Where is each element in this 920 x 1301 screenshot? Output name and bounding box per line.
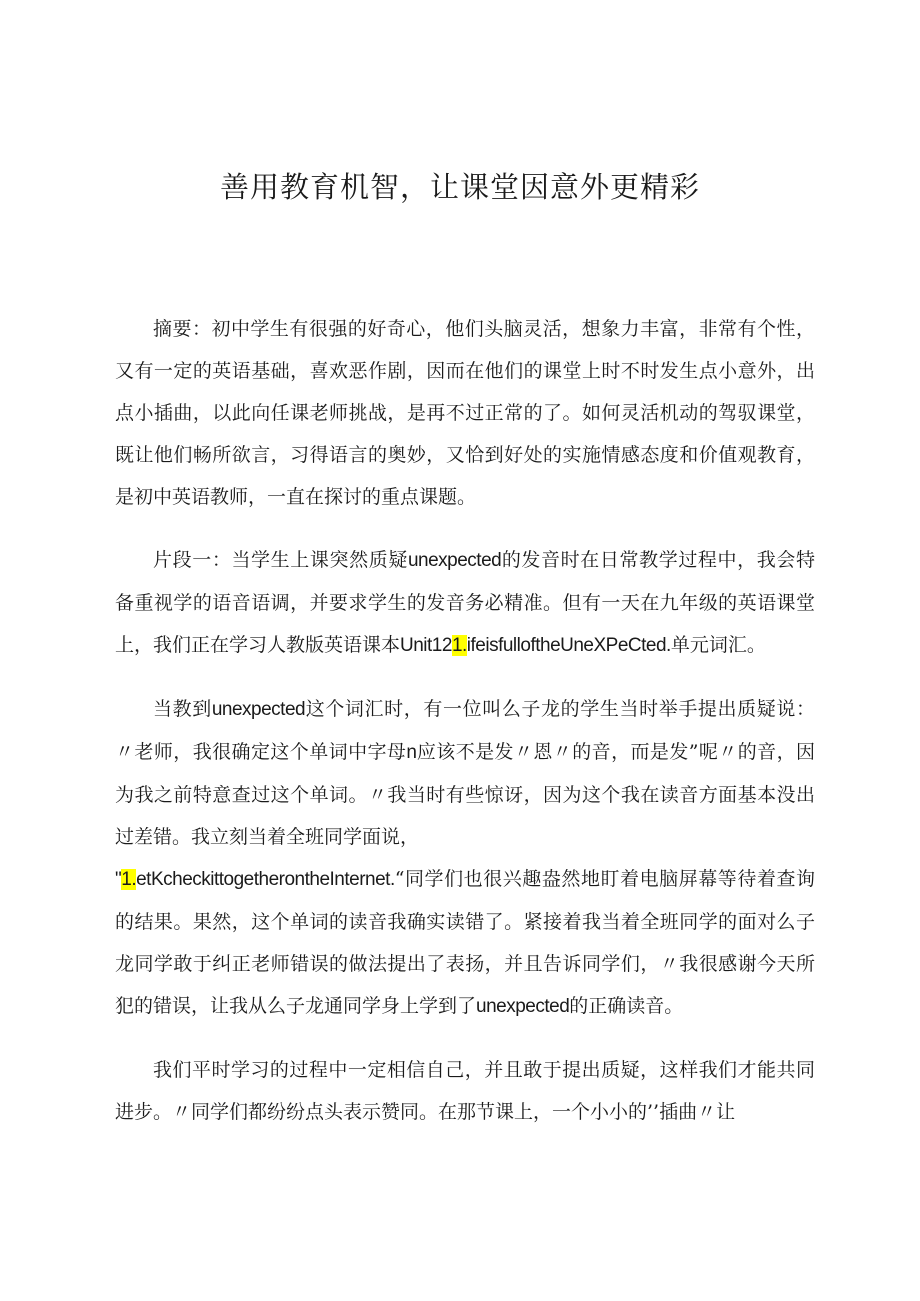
english-word: unexpected bbox=[476, 996, 570, 1017]
english-word: unexpected bbox=[407, 550, 502, 571]
text-run: 的正确读音。 bbox=[569, 995, 684, 1017]
english-sentence: etKcheckittogetherontheInternet. bbox=[136, 869, 395, 890]
text-run: 片段一：当学生上课突然质疑 bbox=[153, 549, 408, 571]
english-sentence: ifeisfulloftheUneXPeCted. bbox=[466, 635, 671, 656]
quote-mark: " bbox=[115, 869, 122, 890]
abstract-paragraph: 摘要：初中学生有很强的好奇心，他们头脑灵活，想象力丰富，非常有个性，又有一定的英语基础，喜欢恶作剧，因而在他们的课堂上时不时发生点小意外，出点小插曲，以此向任课老师挑战，是再不过正常的了。如何灵活机动的驾驭课堂，既让他们畅所欲言，习得语言的奥妙，又恰到好处的实施情感态度和价值观教育，是初中英语教师，一直在探讨的重点课题。 bbox=[115, 318, 815, 508]
text-run: 当教到 bbox=[153, 698, 212, 720]
highlighted-text: 1. bbox=[121, 869, 137, 890]
classroom-story-paragraph bbox=[115, 688, 815, 1028]
highlighted-text: 1. bbox=[451, 635, 467, 656]
document-body bbox=[115, 308, 815, 1154]
text-run: 单元词汇。 bbox=[670, 634, 766, 656]
english-quote-line bbox=[115, 858, 815, 1028]
unit-label: Unit12 bbox=[400, 635, 452, 656]
english-word: unexpected bbox=[211, 699, 306, 720]
letter-n: n bbox=[406, 742, 417, 763]
text-run: “同学们也很兴趣盎然地盯着电脑屏幕等待着查询的结果。果然，这个单词的读音我确实读错了。紧接着我当着全班同学的面对么子龙同学敢于纠正老师错误的做法提出了表扬，并且告诉同学们，〃我很感谢今天所犯的错误，让我从么子龙通同学身上学到了 bbox=[115, 868, 815, 1017]
conclusion-paragraph: 我们平时学习的过程中一定相信自己，并且敢于提出质疑，这样我们才能共同进步。〃同学们都纷纷点头表示赞同。在那节课上，一个小小的’’插曲〃让 bbox=[115, 1059, 815, 1123]
text-run: 应该不是发〃恩〃的音，而是发”呢〃的音，因为我之前特意查过这个单词。〃我当时有些惊讶，因为这个我在读音方面基本没出过差错。我立刻当着全班同学面说， bbox=[115, 741, 815, 848]
text-run: 的发音时在日常教学过程中，我会特备重视学的语音语调，并要求学生的发音务必精准。但有一天在九年级的英语课堂上，我们正在学习人教版英语课本 bbox=[115, 549, 815, 656]
document-title: 善用教育机智，让课堂因意外更精彩 bbox=[219, 170, 700, 204]
text-run: 这个词汇时，有一位叫么子龙的学生当时举手提出质疑说：〃老师，我很确定这个单词中字母 bbox=[115, 698, 815, 763]
fragment-one-paragraph bbox=[115, 539, 815, 667]
